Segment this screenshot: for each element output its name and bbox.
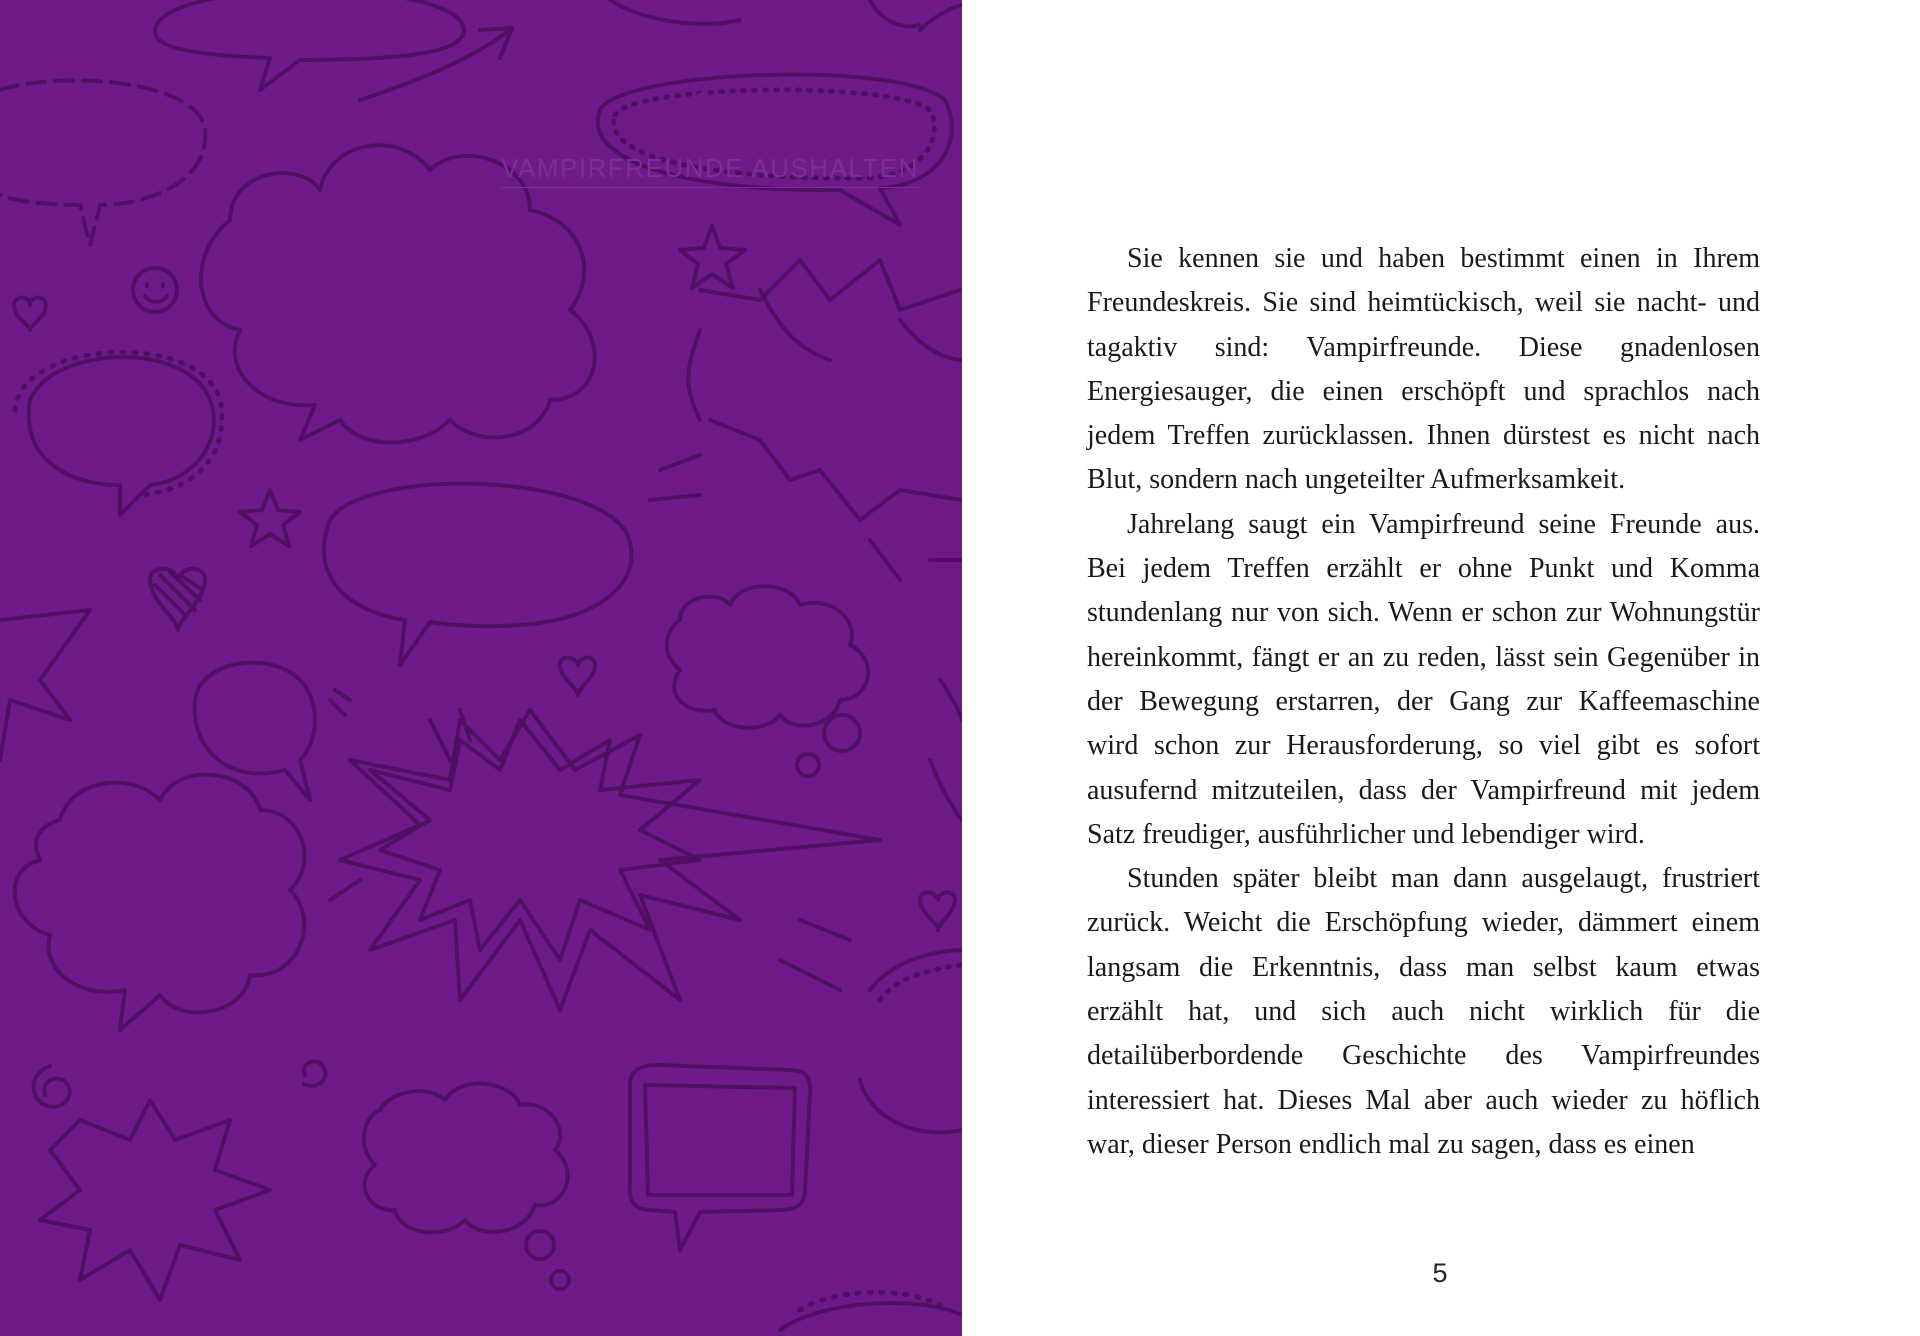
smiley-doodle — [133, 268, 177, 312]
speech-bubble-doodle — [195, 663, 315, 800]
thought-cloud-doodle — [201, 145, 595, 442]
paragraph: Sie kennen sie und haben bestimmt einen in Ihrem Freundeskreis. Sie sind heimtückisch, weil sie nacht- und tagaktiv sind: Vampirfreunde. Diese gnadenlosen Energiesauger, die einen erschöpft und sprachlos nach jedem Treffen zurücklassen. Ihnen dürstest es nicht nach Blut, sondern nach ungeteilter Aufmerksamkeit. — [1087, 243, 1760, 496]
star-doodle — [0, 610, 90, 760]
heart-doodle — [920, 893, 955, 931]
heart-doodle — [14, 298, 46, 331]
speech-bubble-doodle — [324, 484, 632, 665]
heart-doodle — [560, 658, 595, 696]
page-number: 5 — [1432, 1258, 1448, 1288]
thought-cloud-doodle — [15, 775, 305, 1030]
paragraph: Jahrelang saugt ein Vampirfreund seine Freunde aus. Bei jedem Treffen erzählt er ohne Punkt und Komma stundenlang nur von sich. Wenn er schon zur Wohnungstür hereinkommt, fängt er an zu reden, lässt sein Gegenüber in der Bewegung erstarren, der Gang zur Kaffeemaschine wird schon zur Herausforderung, so viel gibt es sofort ausufernd mitzuteilen, dass der Vampirfreund mit jedem Satz freudiger, ausführlicher und lebendiger wird. — [1087, 508, 1760, 850]
spiral-doodle — [304, 1062, 325, 1086]
paragraph: Stunden später bleibt man dann ausgelaugt, frustriert zurück. Weicht die Erschöpfung wieder, dämmert einem langsam die Erkenntnis, dass man selbst kaum etwas erzählt hat, und sich auch nicht wirklich für die detailüberbordende Geschichte des Vampirfreundes interessiert hat. Dieses Mal aber auch wieder zu höflich war, dieser Person endlich mal zu sagen, dass es einen — [1087, 863, 1760, 1160]
speech-bubble-doodle — [155, 0, 464, 90]
chapter-title: VAMPIRFREUNDE AUSHALTEN — [501, 152, 919, 188]
chapter-number: 1. — [685, 84, 735, 140]
speech-bubble-doodle — [29, 357, 214, 515]
chapter-body — [1087, 237, 1760, 1167]
speech-bubble-doodle — [0, 80, 205, 245]
thought-cloud-doodle — [667, 586, 868, 727]
chapter-header — [280, 82, 1140, 188]
explosion-burst-doodle — [688, 260, 962, 520]
speech-bubble-doodle — [645, 1085, 795, 1195]
explosion-burst-doodle — [40, 1100, 270, 1300]
speech-bubble-doodle — [630, 1065, 811, 1250]
spiral-doodle — [34, 1066, 70, 1107]
thought-cloud-doodle — [364, 1084, 568, 1233]
star-doodle — [240, 490, 300, 546]
star-doodle — [680, 225, 745, 288]
speech-bubble-doodle — [860, 950, 962, 1133]
explosion-burst-doodle — [340, 710, 880, 1010]
